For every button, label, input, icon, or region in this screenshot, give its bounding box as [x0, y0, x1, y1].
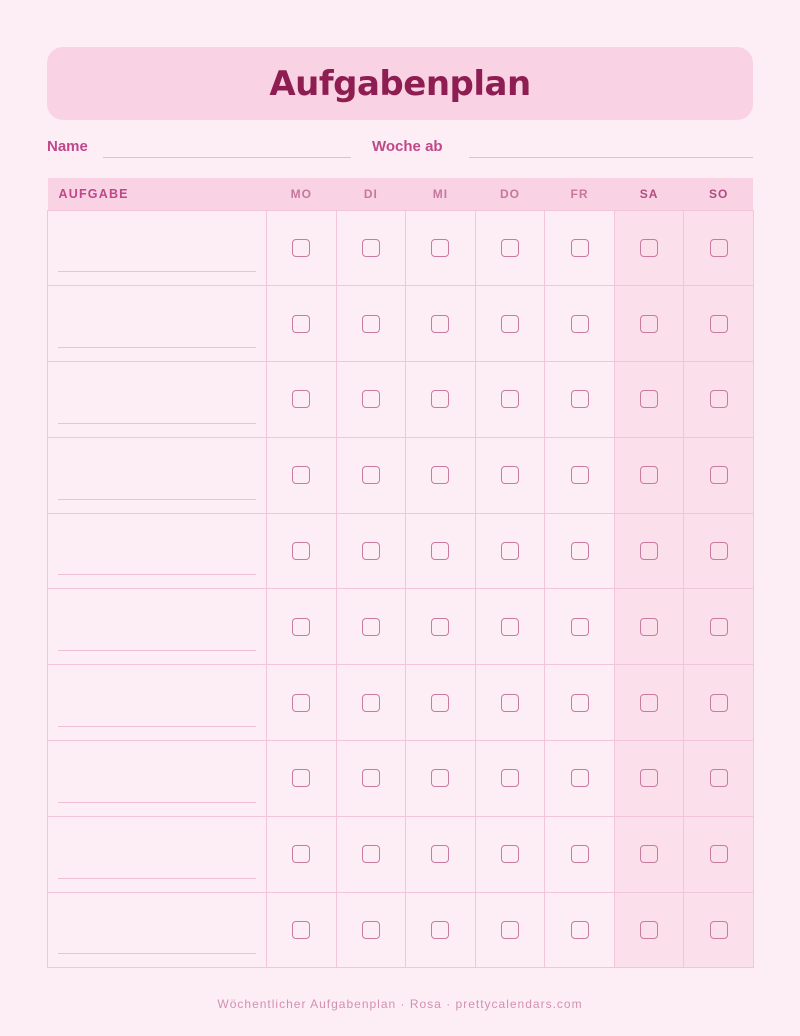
day-cell-di	[336, 741, 406, 817]
task-cell[interactable]	[48, 210, 267, 286]
task-cell[interactable]	[48, 362, 267, 438]
day-cell-mi	[406, 286, 476, 362]
title-banner	[47, 47, 753, 120]
page-title: Aufgabenplan	[269, 63, 531, 104]
day-cell-so	[684, 741, 754, 817]
table-header-row	[48, 178, 754, 210]
day-cell-so	[684, 589, 754, 665]
day-cell-so	[684, 286, 754, 362]
week-label: Woche ab	[372, 138, 443, 155]
checkbox[interactable]	[640, 845, 658, 863]
day-cell-do	[475, 437, 545, 513]
day-cell-di	[336, 210, 406, 286]
day-cell-di	[336, 513, 406, 589]
day-cell-fr	[545, 210, 615, 286]
checkbox[interactable]	[431, 694, 449, 712]
day-cell-mi	[406, 892, 476, 968]
day-cell-di	[336, 665, 406, 741]
day-cell-mo	[267, 513, 337, 589]
day-cell-mo	[267, 437, 337, 513]
checkbox[interactable]	[640, 618, 658, 636]
task-write-line	[58, 347, 256, 348]
day-cell-so	[684, 210, 754, 286]
checkbox[interactable]	[571, 618, 589, 636]
checkbox[interactable]	[501, 390, 519, 408]
checkbox[interactable]	[292, 390, 310, 408]
day-cell-mo	[267, 589, 337, 665]
checkbox[interactable]	[431, 466, 449, 484]
checkbox[interactable]	[501, 239, 519, 257]
day-cell-do	[475, 362, 545, 438]
day-cell-sa	[614, 816, 684, 892]
day-cell-di	[336, 589, 406, 665]
checkbox[interactable]	[362, 466, 380, 484]
day-cell-so	[684, 665, 754, 741]
day-cell-mo	[267, 665, 337, 741]
day-header-mi: MI	[406, 178, 476, 210]
day-cell-mo	[267, 816, 337, 892]
task-cell[interactable]	[48, 892, 267, 968]
table-row	[48, 589, 754, 665]
checkbox[interactable]	[710, 315, 728, 333]
checkbox[interactable]	[431, 542, 449, 560]
day-cell-di	[336, 892, 406, 968]
checkbox[interactable]	[710, 845, 728, 863]
checkbox[interactable]	[640, 542, 658, 560]
day-cell-sa	[614, 513, 684, 589]
checkbox[interactable]	[571, 466, 589, 484]
checkbox[interactable]	[501, 694, 519, 712]
day-cell-mi	[406, 210, 476, 286]
checkbox[interactable]	[292, 466, 310, 484]
day-cell-mo	[267, 286, 337, 362]
day-cell-sa	[614, 892, 684, 968]
checkbox[interactable]	[501, 845, 519, 863]
day-header-sa: SA	[614, 178, 684, 210]
day-cell-sa	[614, 665, 684, 741]
table-row	[48, 513, 754, 589]
day-cell-do	[475, 286, 545, 362]
day-cell-mi	[406, 816, 476, 892]
checkbox[interactable]	[292, 315, 310, 333]
task-write-line	[58, 650, 256, 651]
day-cell-di	[336, 816, 406, 892]
day-cell-mi	[406, 362, 476, 438]
day-cell-fr	[545, 513, 615, 589]
day-cell-fr	[545, 362, 615, 438]
table-row	[48, 437, 754, 513]
checkbox[interactable]	[362, 239, 380, 257]
task-column-header: AUFGABE	[48, 178, 267, 210]
checkbox[interactable]	[640, 466, 658, 484]
checkbox[interactable]	[292, 845, 310, 863]
day-header-fr: FR	[545, 178, 615, 210]
table-row	[48, 286, 754, 362]
day-cell-so	[684, 437, 754, 513]
day-cell-fr	[545, 286, 615, 362]
checkbox[interactable]	[501, 769, 519, 787]
day-cell-do	[475, 210, 545, 286]
checkbox[interactable]	[640, 921, 658, 939]
checkbox[interactable]	[431, 618, 449, 636]
checkbox[interactable]	[640, 390, 658, 408]
checkbox[interactable]	[710, 769, 728, 787]
checkbox[interactable]	[501, 315, 519, 333]
checkbox[interactable]	[710, 921, 728, 939]
day-cell-mi	[406, 589, 476, 665]
day-cell-fr	[545, 892, 615, 968]
day-cell-di	[336, 362, 406, 438]
checkbox[interactable]	[431, 769, 449, 787]
name-field[interactable]	[103, 157, 351, 158]
checkbox[interactable]	[640, 769, 658, 787]
task-write-line	[58, 802, 256, 803]
checkbox[interactable]	[362, 694, 380, 712]
day-cell-fr	[545, 665, 615, 741]
checkbox[interactable]	[571, 694, 589, 712]
checkbox[interactable]	[292, 921, 310, 939]
day-cell-fr	[545, 741, 615, 817]
task-write-line	[58, 271, 256, 272]
table-row	[48, 210, 754, 286]
checkbox[interactable]	[292, 618, 310, 636]
task-write-line	[58, 953, 256, 954]
day-cell-mo	[267, 892, 337, 968]
checkbox[interactable]	[710, 390, 728, 408]
checkbox[interactable]	[571, 390, 589, 408]
table-row	[48, 816, 754, 892]
checkbox[interactable]	[292, 542, 310, 560]
task-write-line	[58, 574, 256, 575]
checkbox[interactable]	[292, 694, 310, 712]
day-cell-so	[684, 513, 754, 589]
day-cell-mo	[267, 362, 337, 438]
task-table	[47, 178, 754, 968]
task-cell[interactable]	[48, 665, 267, 741]
checkbox[interactable]	[710, 618, 728, 636]
checkbox[interactable]	[501, 542, 519, 560]
checkbox[interactable]	[431, 921, 449, 939]
table-row	[48, 741, 754, 817]
day-cell-mo	[267, 210, 337, 286]
checkbox[interactable]	[710, 239, 728, 257]
checkbox[interactable]	[571, 769, 589, 787]
checkbox[interactable]	[571, 921, 589, 939]
day-cell-so	[684, 362, 754, 438]
task-cell[interactable]	[48, 741, 267, 817]
task-write-line	[58, 726, 256, 727]
day-cell-di	[336, 437, 406, 513]
day-cell-mi	[406, 513, 476, 589]
checkbox[interactable]	[362, 542, 380, 560]
checkbox[interactable]	[431, 845, 449, 863]
day-cell-so	[684, 892, 754, 968]
checkbox[interactable]	[362, 845, 380, 863]
day-cell-sa	[614, 741, 684, 817]
table-row	[48, 665, 754, 741]
task-write-line	[58, 878, 256, 879]
checkbox[interactable]	[431, 239, 449, 257]
checkbox[interactable]	[362, 315, 380, 333]
checkbox[interactable]	[640, 694, 658, 712]
day-cell-sa	[614, 437, 684, 513]
day-cell-mi	[406, 665, 476, 741]
checkbox[interactable]	[710, 694, 728, 712]
day-cell-sa	[614, 210, 684, 286]
task-write-line	[58, 423, 256, 424]
day-cell-do	[475, 665, 545, 741]
day-header-do: DO	[475, 178, 545, 210]
checkbox[interactable]	[571, 239, 589, 257]
day-cell-mi	[406, 741, 476, 817]
day-header-mo: MO	[267, 178, 337, 210]
checkbox[interactable]	[571, 542, 589, 560]
checkbox[interactable]	[431, 315, 449, 333]
day-cell-so	[684, 816, 754, 892]
checkbox[interactable]	[710, 542, 728, 560]
checkbox[interactable]	[431, 390, 449, 408]
day-header-so: SO	[684, 178, 754, 210]
day-cell-do	[475, 513, 545, 589]
task-cell[interactable]	[48, 286, 267, 362]
checkbox[interactable]	[292, 239, 310, 257]
table-row	[48, 892, 754, 968]
day-cell-sa	[614, 589, 684, 665]
checkbox[interactable]	[362, 390, 380, 408]
checkbox[interactable]	[710, 466, 728, 484]
checkbox[interactable]	[362, 618, 380, 636]
day-cell-mi	[406, 437, 476, 513]
day-cell-mo	[267, 741, 337, 817]
day-cell-fr	[545, 437, 615, 513]
checkbox[interactable]	[640, 239, 658, 257]
task-write-line	[58, 499, 256, 500]
task-cell[interactable]	[48, 589, 267, 665]
checkbox[interactable]	[501, 466, 519, 484]
checkbox[interactable]	[501, 921, 519, 939]
checkbox[interactable]	[571, 315, 589, 333]
day-cell-do	[475, 816, 545, 892]
day-cell-fr	[545, 589, 615, 665]
day-cell-do	[475, 892, 545, 968]
day-cell-do	[475, 589, 545, 665]
week-field[interactable]	[469, 157, 753, 158]
day-cell-do	[475, 741, 545, 817]
task-cell[interactable]	[48, 816, 267, 892]
checkbox[interactable]	[292, 769, 310, 787]
task-cell[interactable]	[48, 437, 267, 513]
day-header-di: DI	[336, 178, 406, 210]
day-cell-di	[336, 286, 406, 362]
table-body	[48, 210, 754, 968]
name-label: Name	[47, 138, 88, 155]
day-cell-fr	[545, 816, 615, 892]
checkbox[interactable]	[640, 315, 658, 333]
checkbox[interactable]	[501, 618, 519, 636]
task-cell[interactable]	[48, 513, 267, 589]
footer-text: Wöchentlicher Aufgabenplan · Rosa · prettycalendars.com	[217, 997, 583, 1011]
checkbox[interactable]	[362, 921, 380, 939]
day-cell-sa	[614, 362, 684, 438]
day-cell-sa	[614, 286, 684, 362]
checkbox[interactable]	[571, 845, 589, 863]
table-row	[48, 362, 754, 438]
field-row	[47, 138, 753, 160]
checkbox[interactable]	[362, 769, 380, 787]
